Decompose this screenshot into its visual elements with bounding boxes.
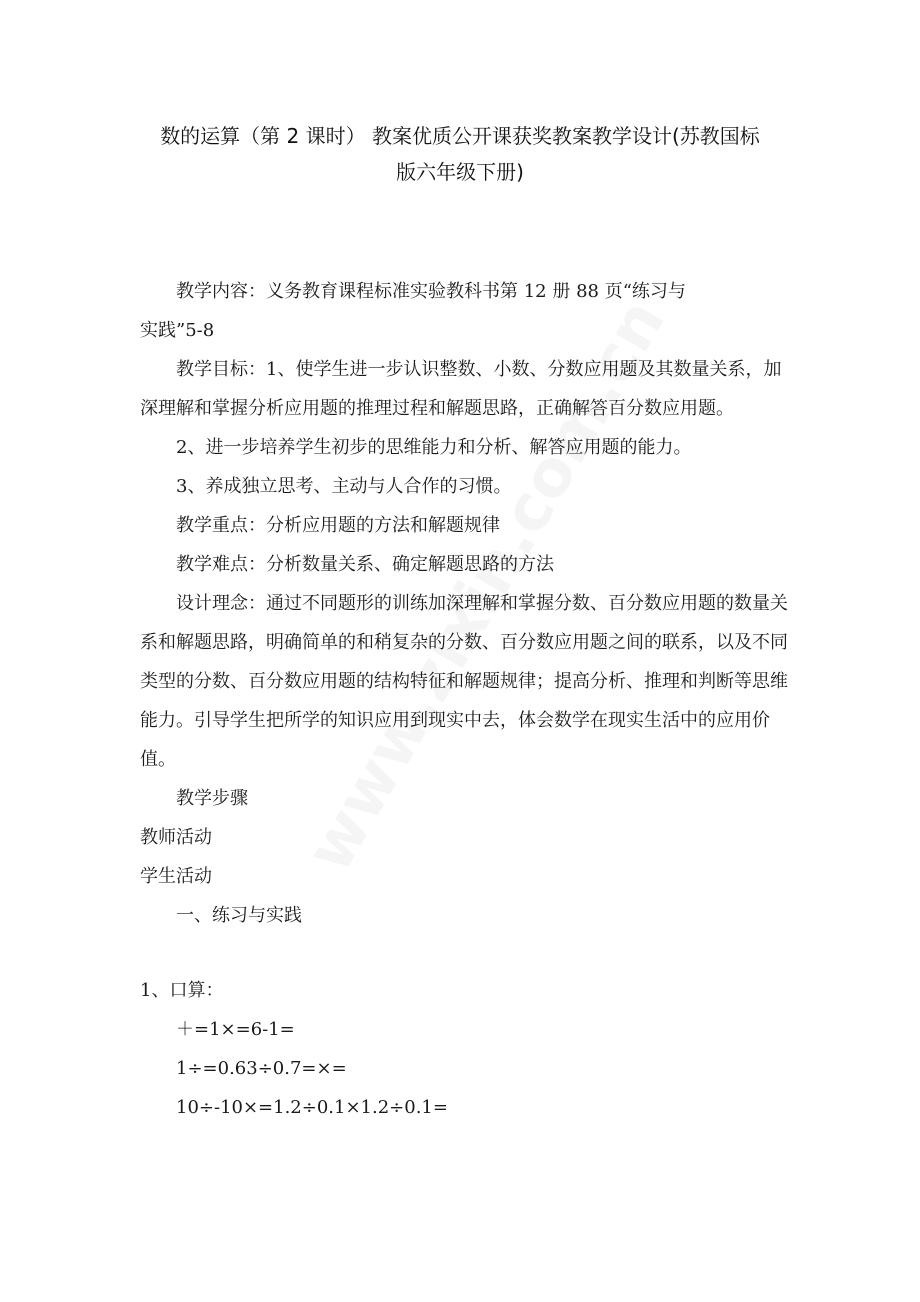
difficulty: 教学难点：分析数量关系、确定解题思路的方法 (176, 554, 554, 575)
teaching-goals-3: 3、养成独立思考、主动与人合作的习惯。 (176, 476, 512, 497)
spacer (140, 935, 790, 971)
student-activity: 学生活动 (140, 866, 212, 887)
key-point: 教学重点：分析应用题的方法和解题规律 (176, 515, 500, 536)
title-line-1: 数的运算（第 2 课时） 教案优质公开课获奖教案教学设计(苏教国标 (160, 124, 760, 148)
section-practice: 一、练习与实践 (176, 905, 302, 926)
calc-row-2: 1÷=0.63÷0.7=×= (176, 1058, 347, 1079)
teaching-steps: 教学步骤 (176, 788, 248, 809)
content-line-1: 教学内容：义务教育课程标准实验教科书第 12 册 88 页“练习与 (176, 281, 686, 302)
calc-row-3: 10÷-10×=1.2÷0.1×1.2÷0.1= (176, 1097, 448, 1118)
title-line-2: 版六年级下册) (396, 160, 524, 184)
mental-math-heading: 1、口算： (140, 980, 224, 1001)
design-philosophy: 设计理念：通过不同题形的训练加深理解和掌握分数、百分数应用题的数量关系和解题思路，明确简单的和稍复杂的分数、百分数应用题之间的联系，以及不同类型的分数、百分数应用题的结构特征和解题规律；提高分析、推理和判断等思维能力。引导学生把所学的知识应用到现实中去，体会数学在现实生活中的应用价值。 (140, 593, 788, 770)
teaching-goals-1: 教学目标：1、使学生进一步认识整数、小数、分数应用题及其数量关系，加深理解和掌握分析应用题的推理过程和解题思路，正确解答百分数应用题。 (140, 359, 782, 419)
content-line-2: 实践”5-8 (140, 320, 215, 341)
document-body (140, 272, 790, 1127)
teacher-activity: 教师活动 (140, 827, 212, 848)
calc-row-1: ＋=1×=6-1= (176, 1019, 295, 1040)
document-title (130, 118, 790, 190)
teaching-goals-2: 2、进一步培养学生初步的思维能力和分析、解答应用题的能力。 (176, 437, 692, 458)
